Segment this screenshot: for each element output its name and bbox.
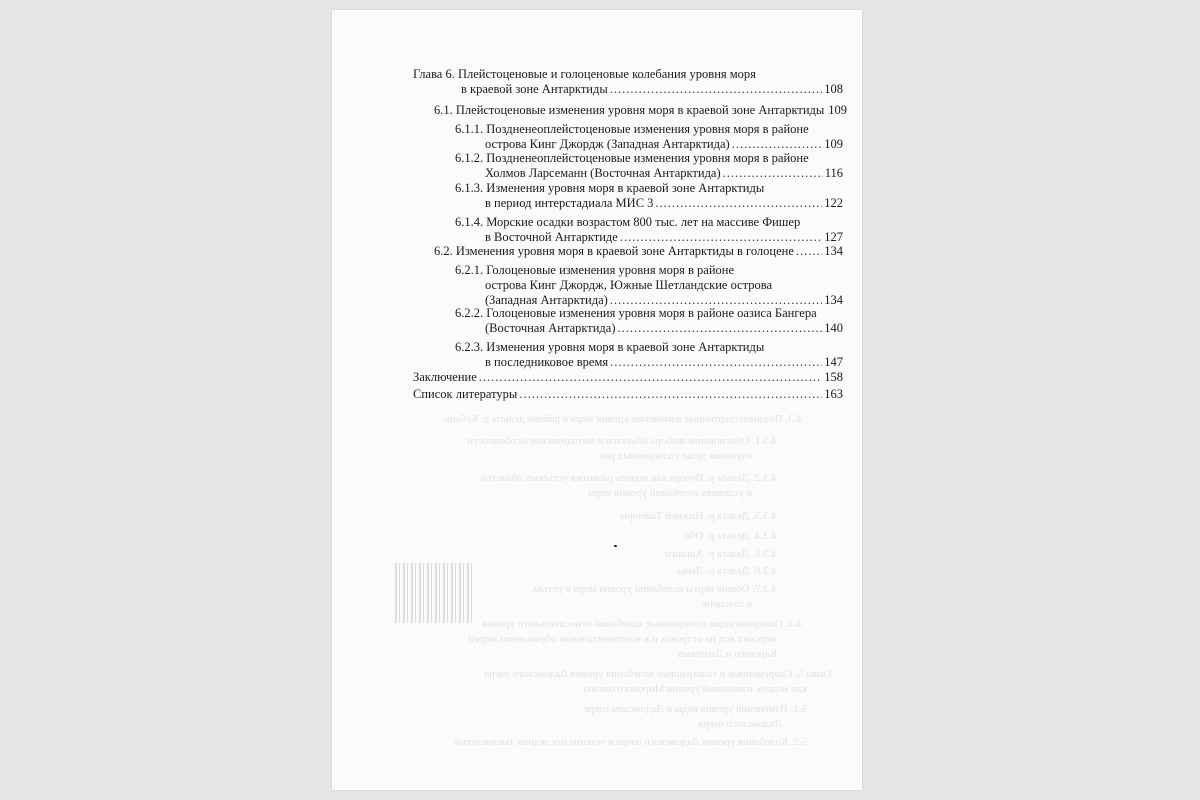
dot-leader [620,230,822,245]
toc-entry-text: в Восточной Антарктиде [485,230,618,244]
page-number: 134 [824,293,843,307]
toc-entry-text: (Западная Антарктида) [485,293,608,307]
toc-entry-6-2[interactable] [434,244,843,259]
bleed-line: морских вод на островах и в континентальном обрамлении морей [468,633,777,645]
bleed-line: 4.3.3. Дельта р. Нижней Тайморы [619,510,777,522]
dot-leader [732,137,823,152]
toc-entry-text: 6.1.1. Поздненеоплейстоценовые изменения уровня моря в районе [455,122,809,136]
toc-entry-text: острова Кинг Джордж (Западная Антарктида) [485,137,730,151]
toc-entry-conclusion[interactable] [413,370,843,385]
bleed-line: Ладожского озера [698,718,782,730]
toc-entry-text: в период интерстадиала МИС 3 [485,196,654,210]
page-number: 108 [824,82,843,96]
toc-entry-text: 6.2. Изменения уровня моря в краевой зоне Антарктиды в голоцене [434,244,794,258]
toc-entry-text: 6.1.3. Изменения уровня моря в краевой зоне Антарктиды [455,181,765,195]
page-number: 147 [824,355,843,369]
bleed-line: Карского и Лаптевых [677,648,777,660]
toc-entry-text: Глава 6. Плейстоценовые и голоценовые колебания уровня моря [413,67,756,81]
toc-entry-text: острова Кинг Джордж, Южные Шетландские острова [485,278,773,292]
toc-entry-6-1-4[interactable] [455,215,843,245]
toc-entry-text: Холмов Ларсеманн (Восточная Антарктида) [485,166,721,180]
dot-leader [796,244,822,259]
bleed-line: 4.3.4. Дельта р. Оби [683,530,777,542]
toc-entry-6-2-2[interactable] [455,306,843,336]
toc-entry-text: 6.1.4. Морские осадки возрастом 800 тыс. лет на массиве Фишер [455,215,801,229]
bleed-barcode [395,563,475,623]
toc-entry-6-2-1[interactable] [455,263,843,308]
toc-entry-text: (Восточная Антарктида) [485,321,616,335]
page-number: 163 [824,387,843,401]
page-number: 109 [828,103,848,117]
bleed-line: 4.3.7. Общие черты колебаний уровня моря в устьях [531,583,777,595]
page-number: 109 [824,137,843,151]
bleed-line: 4.3. Позднечетвертичные изменения уровня моря в районе дельты р. Кубань [444,413,802,425]
toc-entry-text: 6.1. Плейстоценовые изменения уровня моря в краевой зоне Антарктиды [434,103,825,117]
toc-entry-text: в последниковое время [485,355,609,369]
bleed-line: изучения дельт голоценовых рек [599,450,752,462]
toc-entry-references[interactable] [413,387,843,402]
book-page [332,10,862,790]
toc-entry-text: 6.1.2. Поздненеоплейстоценовые изменения уровня моря в районе [455,151,809,165]
bleed-line: Глава 5. Современные и голоценовые колебания уровня Ладожского озера [484,668,832,680]
toc-entry-6-2-3[interactable] [455,340,843,370]
dot-leader [610,82,822,97]
page-number: 158 [824,370,843,384]
dot-leader [479,370,823,385]
toc-entry-text: Список литературы [413,387,518,401]
bleed-line: 5.2. Колебания уровня Ладожского озера в течение последних тысячелетий [454,736,807,748]
dot-leader [655,196,822,211]
toc-entry-6-1-3[interactable] [455,181,843,211]
dot-leader [610,355,822,370]
toc-entry-6-1[interactable] [434,103,848,118]
bleed-line: в голоцене [701,598,752,610]
toc-entry-text: в краевой зоне Антарктиды [461,82,608,96]
bleed-line: 4.3.2. Дельта р. Печора как модель развития устьевых областей [480,472,777,484]
toc-entry-text: 6.2.1. Голоценовые изменения уровня моря в районе [455,263,735,277]
dot-leader [723,166,823,181]
toc-entry-6-1-1[interactable] [455,122,843,152]
scan-speck [614,545,617,547]
bleed-line: как модель изменений уровня Мирового океана [583,683,807,695]
dot-leader [519,387,822,402]
toc-entry-text: 6.2.2. Голоценовые изменения уровня моря в районе оазиса Бангера [455,306,817,320]
toc-entry-6-1-2[interactable] [455,151,843,181]
page-number: 116 [824,166,843,180]
page-number: 140 [824,321,843,335]
dot-leader [618,321,823,336]
toc-entry-chapter-6[interactable] [413,67,843,97]
toc-entry-text: Заключение [413,370,477,384]
page-number: 122 [824,196,843,210]
bleed-line: 4.3.1. Обоснование выбора объектов и методические особенности [467,435,777,447]
bleed-line: 4.4. Синхронизация голоценовых колебаний относительного уровня [482,618,802,630]
bleed-line: 4.3.6. Дельта р. Лены [677,565,777,577]
bleed-line: в условиях колебаний уровня моря [588,487,752,499]
page-number: 134 [824,244,843,258]
toc-entry-text: 6.2.3. Изменения уровня моря в краевой зоне Антарктиды [455,340,765,354]
bleed-line: 5.1. Изменения уровня воды в Ладожском озере [583,703,807,715]
bleed-line: 4.3.5. Дельта р. Хатанги [664,548,777,560]
page-number: 127 [824,230,843,244]
